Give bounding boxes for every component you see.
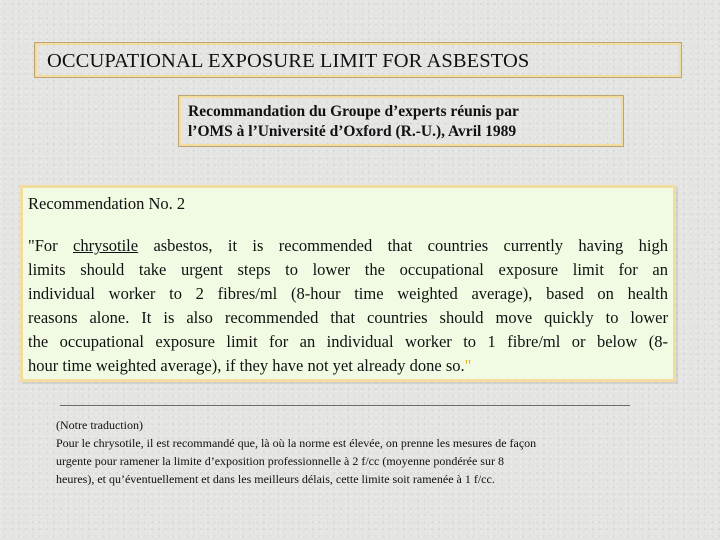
closing-quote: "	[464, 356, 472, 375]
translation-line-1: Pour le chrysotile, il est recommandé que, là où la norme est élevée, on prenne les mesures de façon	[56, 436, 537, 450]
page-title: OCCUPATIONAL EXPOSURE LIMIT FOR ASBESTOS	[47, 50, 530, 72]
translation-line-2: urgente pour ramener la limite d’exposition professionnelle à 2 f/cc (moyenne pondérée sur 8	[56, 454, 504, 468]
recommendation-line-2: limits should take urgent steps to lower the occupational exposure limit for an	[28, 260, 668, 279]
translation-label: (Notre traduction)	[56, 418, 143, 432]
recommendation-line-3: individual worker to 2 fibres/ml (8-hour time weighted average), based on health	[28, 284, 668, 303]
source-box	[178, 95, 624, 147]
source-line-2: l’OMS à l’Université d’Oxford (R.-U.), Avril 1989	[188, 123, 517, 140]
title-box	[34, 42, 682, 78]
recommendation-line-1	[28, 236, 668, 256]
recommendation-line-4: reasons alone. It is also recommended that countries should move quickly to lower	[28, 308, 668, 327]
line-1-end: asbestos, it is recommended that countries currently having high	[138, 236, 668, 255]
source-line-1: Recommandation du Groupe d’experts réunis par	[188, 103, 519, 120]
translation-line-3: heures), et qu’éventuellement et dans les meilleurs délais, cette limite soit ramenée à 1 f/cc.	[56, 472, 495, 486]
recommendation-box	[20, 185, 676, 382]
recommendation-line-5: the occupational exposure limit for an individual worker to 1 fibre/ml or below (8-	[28, 332, 668, 351]
line-1-start: "For	[28, 236, 74, 255]
line-6-text: hour time weighted average), if they have not yet already done so.	[28, 356, 465, 375]
divider-line	[60, 405, 630, 406]
chrysotile-underlined: chrysotile	[73, 236, 139, 255]
recommendation-heading: Recommendation No. 2	[28, 194, 186, 213]
recommendation-line-6	[28, 356, 471, 376]
